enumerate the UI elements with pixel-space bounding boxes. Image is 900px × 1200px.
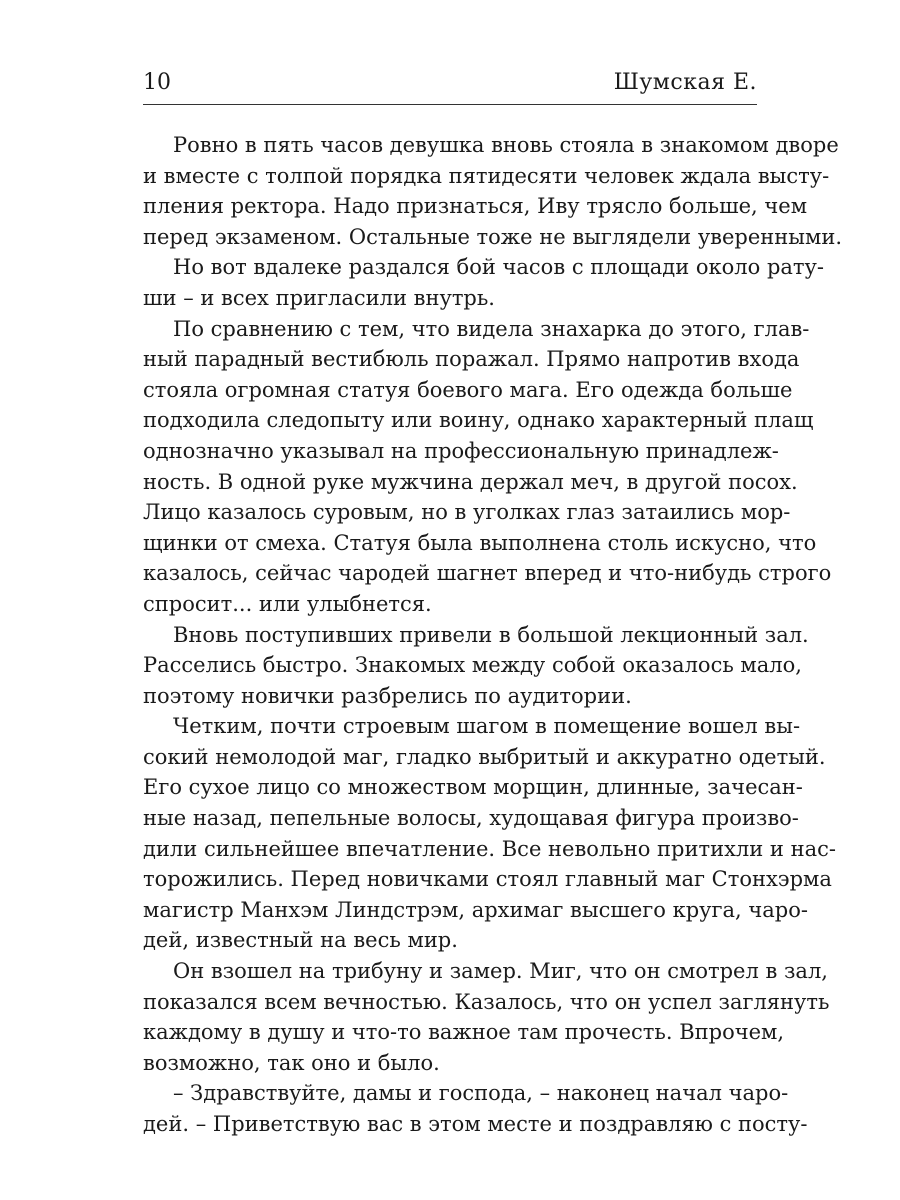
body-text — [143, 130, 843, 1140]
text-line: Ровно в пять часов девушка вновь стояла в знакомом дворе — [173, 133, 839, 157]
text-line: Он взошел на трибуну и замер. Миг, что он смотрел в зал, — [173, 959, 828, 984]
text-line: магистр Манхэм Линдстрэм, архимаг высшего круга, чаро- — [143, 897, 808, 922]
text-line: пления ректора. Надо признаться, Иву трясло больше, чем — [143, 194, 808, 219]
header-rule — [143, 104, 757, 105]
text-line: спросит... или улыбнется. — [143, 591, 432, 616]
text-line: щинки от смеха. Статуя была выполнена столь искусно, что — [143, 530, 817, 555]
text-line: По сравнению с тем, что видела знахарка до этого, глав- — [173, 316, 810, 341]
text-line: Лицо казалось суровым, но в уголках глаз затаились мор- — [143, 500, 791, 525]
text-line: ные назад, пепельные волосы, худощавая фигура произво- — [143, 806, 799, 831]
text-line: – Здравствуйте, дамы и господа, – наконец начал чаро- — [173, 1081, 789, 1106]
text-line: показался всем вечностью. Казалось, что он успел заглянуть — [143, 989, 830, 1014]
text-line: стояла огромная статуя боевого мага. Его одежда больше — [143, 377, 793, 402]
text-line: Но вот вдалеке раздался бой часов с площади около рату- — [173, 255, 824, 280]
text-line: Его сухое лицо со множеством морщин, длинные, зачесан- — [143, 775, 803, 800]
text-line: сокий немолодой маг, гладко выбритый и аккуратно одетый. — [143, 744, 826, 769]
text-line: ный парадный вестибюль поражал. Прямо напротив входа — [143, 347, 800, 372]
text-line: дей, известный на весь мир. — [143, 928, 458, 953]
text-line: и вместе с толпой порядка пятидесяти человек ждала высту- — [143, 163, 830, 188]
text-line: каждому в душу и что-то важное там прочесть. Впрочем, — [143, 1020, 785, 1045]
text-line: дили сильнейшее впечатление. Все невольно притихли и нас- — [143, 836, 836, 861]
page-header — [143, 62, 757, 102]
page-number: 10 — [143, 70, 171, 95]
text-line: Расселись быстро. Знакомых между собой оказалось мало, — [143, 653, 802, 678]
text-line: казалось, сейчас чародей шагнет вперед и что-нибудь строго — [143, 561, 832, 586]
text-line: возможно, так оно и было. — [143, 1050, 440, 1075]
text-line: Четким, почти строевым шагом в помещение вошел вы- — [173, 714, 801, 739]
text-line: ность. В одной руке мужчина держал меч, в другой посох. — [143, 469, 798, 494]
running-head-author: Шумская Е. — [613, 70, 757, 95]
text-line: однозначно указывал на профессиональную принадлеж- — [143, 438, 779, 463]
text-line: дей. – Приветствую вас в этом месте и поздравляю с посту- — [143, 1112, 808, 1136]
text-line: торожились. Перед новичками стоял главный маг Стонхэрма — [143, 867, 832, 892]
text-line: подходила следопыту или воину, однако характерный плащ — [143, 408, 814, 433]
text-line: ши – и всех пригласили внутрь. — [143, 285, 495, 310]
text-line: перед экзаменом. Остальные тоже не выглядели уверенными. — [143, 224, 843, 249]
text-line: поэтому новички разбрелись по аудитории. — [143, 683, 632, 708]
text-line: Вновь поступивших привели в большой лекционный зал. — [173, 622, 809, 647]
